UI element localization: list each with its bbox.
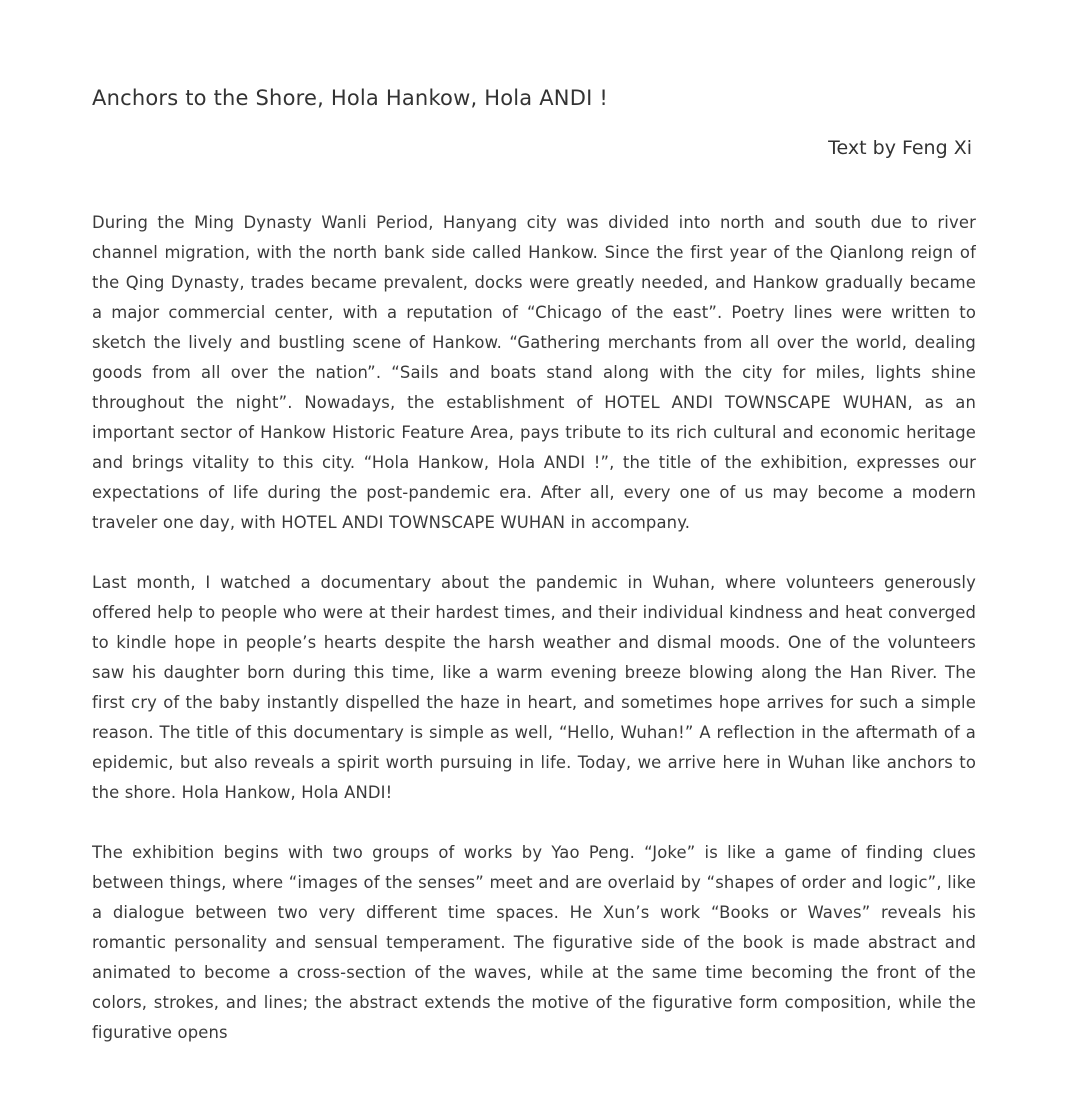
paragraph-2: Last month, I watched a documentary about the pandemic in Wuhan, where volunteers generously offered help to people who were at their hardest times, and their individual kindness and heat converged to kindle hope in people’s hearts despite the harsh weather and dismal moods. One of the volunteers saw his daughter born during this time, like a warm evening breeze blowing along the Han River. The first cry of the baby instantly dispelled the haze in heart, and sometimes hope arrives for such a simple reason. The title of this documentary is simple as well, “Hello, Wuhan!” A reflection in the aftermath of a epidemic, but also reveals a spirit worth pursuing in life. Today, we arrive here in Wuhan like anchors to the shore. Hola Hankow, Hola ANDI!	[92, 573, 976, 802]
document-page	[92, 0, 976, 1101]
paragraph-1: During the Ming Dynasty Wanli Period, Hanyang city was divided into north and south due to river channel migration, with the north bank side called Hankow. Since the first year of the Qianlong reign of the Qing Dynasty, trades became prevalent, docks were greatly needed, and Hankow gradually became a major commercial center, with a reputation of “Chicago of the east”. Poetry lines were written to sketch the lively and bustling scene of Hankow. “Gathering merchants from all over the world, dealing goods from all over the nation”. “Sails and boats stand along with the city for miles, lights shine throughout the night”. Nowadays, the establishment of HOTEL ANDI TOWNSCAPE WUHAN, as an important sector of Hankow Historic Feature Area, pays tribute to its rich cultural and economic heritage and brings vitality to this city. “Hola Hankow, Hola ANDI !”, the title of the exhibition, expresses our expectations of life during the post-pandemic era. After all, every one of us may become a modern traveler one day, with HOTEL ANDI TOWNSCAPE WUHAN in accompany.	[92, 213, 976, 532]
article-title: Anchors to the Shore, Hola Hankow, Hola ANDI !	[92, 86, 608, 110]
article-byline: Text by Feng Xi	[828, 137, 972, 159]
article-body	[92, 208, 976, 1078]
paragraph-3: The exhibition begins with two groups of works by Yao Peng. “Joke” is like a game of finding clues between things, where “images of the senses” meet and are overlaid by “shapes of order and logic”, like a dialogue between two very different time spaces. He Xun’s work “Books or Waves” reveals his romantic personality and sensual temperament. The figurative side of the book is made abstract and animated to become a cross-section of the waves, while at the same time becoming the front of the colors, strokes, and lines; the abstract extends the motive of the figurative form composition, while the figurative opens	[92, 843, 976, 1042]
